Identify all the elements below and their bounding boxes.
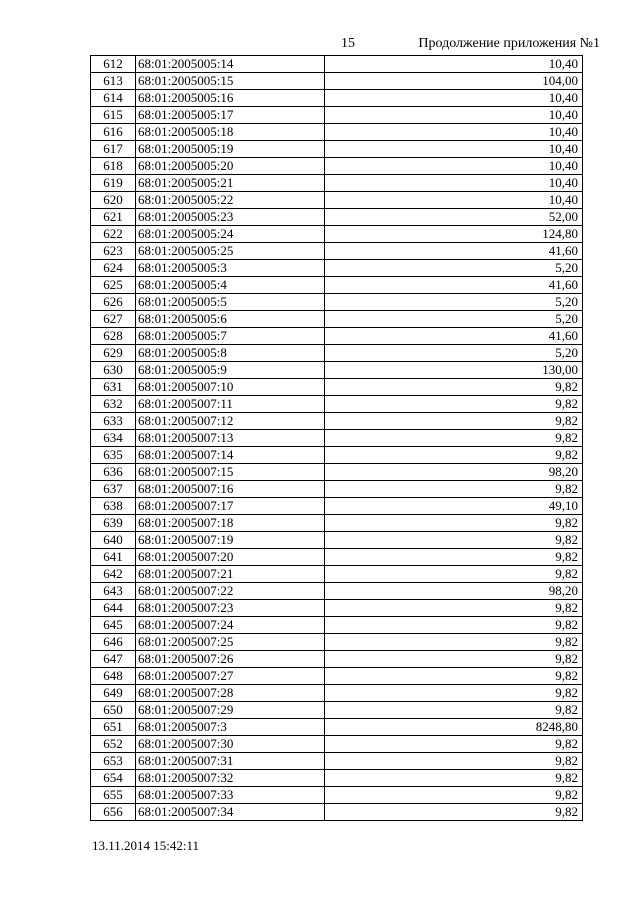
table-row — [91, 379, 583, 396]
row-number-cell: 620 — [91, 192, 136, 209]
cadastral-number-cell: 68:01:2005005:9 — [136, 362, 325, 379]
cadastral-number-cell: 68:01:2005005:18 — [136, 124, 325, 141]
table-row — [91, 787, 583, 804]
row-number-cell: 648 — [91, 668, 136, 685]
value-cell: 9,82 — [325, 481, 583, 498]
cadastral-number-cell: 68:01:2005007:29 — [136, 702, 325, 719]
value-cell: 9,82 — [325, 651, 583, 668]
cadastral-number-cell: 68:01:2005007:21 — [136, 566, 325, 583]
row-number-cell: 644 — [91, 600, 136, 617]
table-row — [91, 124, 583, 141]
row-number-cell: 646 — [91, 634, 136, 651]
cadastral-number-cell: 68:01:2005007:26 — [136, 651, 325, 668]
cadastral-number-cell: 68:01:2005007:15 — [136, 464, 325, 481]
parcel-table-body — [91, 56, 583, 821]
value-cell: 9,82 — [325, 770, 583, 787]
table-row — [91, 192, 583, 209]
cadastral-number-cell: 68:01:2005007:25 — [136, 634, 325, 651]
table-row — [91, 651, 583, 668]
value-cell: 5,20 — [325, 311, 583, 328]
row-number-cell: 634 — [91, 430, 136, 447]
value-cell: 5,20 — [325, 294, 583, 311]
table-row — [91, 549, 583, 566]
cadastral-number-cell: 68:01:2005007:3 — [136, 719, 325, 736]
value-cell: 9,82 — [325, 634, 583, 651]
table-row — [91, 226, 583, 243]
row-number-cell: 626 — [91, 294, 136, 311]
cadastral-number-cell: 68:01:2005007:31 — [136, 753, 325, 770]
value-cell: 9,82 — [325, 549, 583, 566]
row-number-cell: 612 — [91, 56, 136, 73]
row-number-cell: 617 — [91, 141, 136, 158]
row-number-cell: 613 — [91, 73, 136, 90]
row-number-cell: 655 — [91, 787, 136, 804]
cadastral-number-cell: 68:01:2005005:22 — [136, 192, 325, 209]
row-number-cell: 631 — [91, 379, 136, 396]
value-cell: 5,20 — [325, 345, 583, 362]
cadastral-number-cell: 68:01:2005007:28 — [136, 685, 325, 702]
table-row — [91, 56, 583, 73]
value-cell: 9,82 — [325, 566, 583, 583]
table-row — [91, 73, 583, 90]
table-row — [91, 413, 583, 430]
row-number-cell: 643 — [91, 583, 136, 600]
row-number-cell: 630 — [91, 362, 136, 379]
value-cell: 10,40 — [325, 141, 583, 158]
row-number-cell: 619 — [91, 175, 136, 192]
row-number-cell: 614 — [91, 90, 136, 107]
row-number-cell: 616 — [91, 124, 136, 141]
value-cell: 10,40 — [325, 192, 583, 209]
table-row — [91, 804, 583, 821]
table-row — [91, 243, 583, 260]
table-row — [91, 515, 583, 532]
value-cell: 9,82 — [325, 600, 583, 617]
table-row — [91, 464, 583, 481]
table-row — [91, 345, 583, 362]
row-number-cell: 625 — [91, 277, 136, 294]
value-cell: 8248,80 — [325, 719, 583, 736]
row-number-cell: 638 — [91, 498, 136, 515]
footer-timestamp: 13.11.2014 15:42:11 — [92, 838, 200, 853]
row-number-cell: 618 — [91, 158, 136, 175]
value-cell: 10,40 — [325, 90, 583, 107]
table-row — [91, 158, 583, 175]
cadastral-number-cell: 68:01:2005007:11 — [136, 396, 325, 413]
value-cell: 98,20 — [325, 464, 583, 481]
cadastral-number-cell: 68:01:2005007:14 — [136, 447, 325, 464]
value-cell: 9,82 — [325, 413, 583, 430]
value-cell: 41,60 — [325, 243, 583, 260]
value-cell: 49,10 — [325, 498, 583, 515]
value-cell: 5,20 — [325, 260, 583, 277]
document-title: Продолжение приложения №1 — [418, 36, 600, 51]
table-row — [91, 532, 583, 549]
table-row — [91, 175, 583, 192]
value-cell: 41,60 — [325, 328, 583, 345]
row-number-cell: 647 — [91, 651, 136, 668]
cadastral-number-cell: 68:01:2005007:18 — [136, 515, 325, 532]
row-number-cell: 632 — [91, 396, 136, 413]
cadastral-number-cell: 68:01:2005005:5 — [136, 294, 325, 311]
value-cell: 9,82 — [325, 532, 583, 549]
row-number-cell: 641 — [91, 549, 136, 566]
cadastral-number-cell: 68:01:2005007:16 — [136, 481, 325, 498]
value-cell: 10,40 — [325, 107, 583, 124]
value-cell: 124,80 — [325, 226, 583, 243]
row-number-cell: 624 — [91, 260, 136, 277]
table-row — [91, 447, 583, 464]
row-number-cell: 645 — [91, 617, 136, 634]
value-cell: 9,82 — [325, 617, 583, 634]
row-number-cell: 637 — [91, 481, 136, 498]
table-row — [91, 209, 583, 226]
table-row — [91, 685, 583, 702]
row-number-cell: 649 — [91, 685, 136, 702]
table-row — [91, 566, 583, 583]
parcel-table — [90, 55, 583, 821]
value-cell: 9,82 — [325, 753, 583, 770]
table-row — [91, 430, 583, 447]
table-row — [91, 770, 583, 787]
table-row — [91, 668, 583, 685]
cadastral-number-cell: 68:01:2005007:12 — [136, 413, 325, 430]
row-number-cell: 656 — [91, 804, 136, 821]
table-row — [91, 583, 583, 600]
value-cell: 9,82 — [325, 804, 583, 821]
cadastral-number-cell: 68:01:2005007:30 — [136, 736, 325, 753]
value-cell: 9,82 — [325, 430, 583, 447]
cadastral-number-cell: 68:01:2005005:16 — [136, 90, 325, 107]
value-cell: 9,82 — [325, 515, 583, 532]
table-row — [91, 753, 583, 770]
cadastral-number-cell: 68:01:2005007:13 — [136, 430, 325, 447]
row-number-cell: 651 — [91, 719, 136, 736]
value-cell: 10,40 — [325, 158, 583, 175]
cadastral-number-cell: 68:01:2005005:4 — [136, 277, 325, 294]
row-number-cell: 654 — [91, 770, 136, 787]
cadastral-number-cell: 68:01:2005005:23 — [136, 209, 325, 226]
row-number-cell: 650 — [91, 702, 136, 719]
value-cell: 9,82 — [325, 668, 583, 685]
value-cell: 9,82 — [325, 396, 583, 413]
row-number-cell: 652 — [91, 736, 136, 753]
value-cell: 9,82 — [325, 736, 583, 753]
row-number-cell: 615 — [91, 107, 136, 124]
cadastral-number-cell: 68:01:2005005:8 — [136, 345, 325, 362]
cadastral-number-cell: 68:01:2005007:22 — [136, 583, 325, 600]
value-cell: 10,40 — [325, 56, 583, 73]
value-cell: 9,82 — [325, 379, 583, 396]
cadastral-number-cell: 68:01:2005007:20 — [136, 549, 325, 566]
cadastral-number-cell: 68:01:2005007:24 — [136, 617, 325, 634]
table-row — [91, 498, 583, 515]
table-row — [91, 719, 583, 736]
row-number-cell: 621 — [91, 209, 136, 226]
table-row — [91, 396, 583, 413]
cadastral-number-cell: 68:01:2005007:27 — [136, 668, 325, 685]
cadastral-number-cell: 68:01:2005007:17 — [136, 498, 325, 515]
cadastral-number-cell: 68:01:2005007:23 — [136, 600, 325, 617]
cadastral-number-cell: 68:01:2005005:21 — [136, 175, 325, 192]
value-cell: 52,00 — [325, 209, 583, 226]
value-cell: 10,40 — [325, 175, 583, 192]
table-row — [91, 600, 583, 617]
row-number-cell: 640 — [91, 532, 136, 549]
table-row — [91, 481, 583, 498]
value-cell: 9,82 — [325, 787, 583, 804]
table-row — [91, 277, 583, 294]
cadastral-number-cell: 68:01:2005005:3 — [136, 260, 325, 277]
row-number-cell: 633 — [91, 413, 136, 430]
value-cell: 130,00 — [325, 362, 583, 379]
parcel-table-container — [90, 55, 583, 821]
table-row — [91, 311, 583, 328]
value-cell: 9,82 — [325, 702, 583, 719]
value-cell: 104,00 — [325, 73, 583, 90]
cadastral-number-cell: 68:01:2005005:17 — [136, 107, 325, 124]
cadastral-number-cell: 68:01:2005007:32 — [136, 770, 325, 787]
cadastral-number-cell: 68:01:2005007:19 — [136, 532, 325, 549]
row-number-cell: 622 — [91, 226, 136, 243]
cadastral-number-cell: 68:01:2005007:10 — [136, 379, 325, 396]
cadastral-number-cell: 68:01:2005005:20 — [136, 158, 325, 175]
table-row — [91, 294, 583, 311]
cadastral-number-cell: 68:01:2005005:6 — [136, 311, 325, 328]
row-number-cell: 653 — [91, 753, 136, 770]
value-cell: 98,20 — [325, 583, 583, 600]
page-number: 15 — [341, 36, 355, 51]
cadastral-number-cell: 68:01:2005005:25 — [136, 243, 325, 260]
row-number-cell: 629 — [91, 345, 136, 362]
table-row — [91, 362, 583, 379]
row-number-cell: 627 — [91, 311, 136, 328]
cadastral-number-cell: 68:01:2005005:24 — [136, 226, 325, 243]
value-cell: 9,82 — [325, 685, 583, 702]
cadastral-number-cell: 68:01:2005005:19 — [136, 141, 325, 158]
table-row — [91, 260, 583, 277]
table-row — [91, 90, 583, 107]
row-number-cell: 642 — [91, 566, 136, 583]
table-row — [91, 141, 583, 158]
value-cell: 9,82 — [325, 447, 583, 464]
row-number-cell: 639 — [91, 515, 136, 532]
cadastral-number-cell: 68:01:2005005:15 — [136, 73, 325, 90]
row-number-cell: 628 — [91, 328, 136, 345]
table-row — [91, 736, 583, 753]
table-row — [91, 634, 583, 651]
cadastral-number-cell: 68:01:2005007:33 — [136, 787, 325, 804]
table-row — [91, 702, 583, 719]
cadastral-number-cell: 68:01:2005007:34 — [136, 804, 325, 821]
table-row — [91, 617, 583, 634]
row-number-cell: 635 — [91, 447, 136, 464]
cadastral-number-cell: 68:01:2005005:14 — [136, 56, 325, 73]
table-row — [91, 107, 583, 124]
table-row — [91, 328, 583, 345]
value-cell: 41,60 — [325, 277, 583, 294]
row-number-cell: 623 — [91, 243, 136, 260]
cadastral-number-cell: 68:01:2005005:7 — [136, 328, 325, 345]
value-cell: 10,40 — [325, 124, 583, 141]
row-number-cell: 636 — [91, 464, 136, 481]
